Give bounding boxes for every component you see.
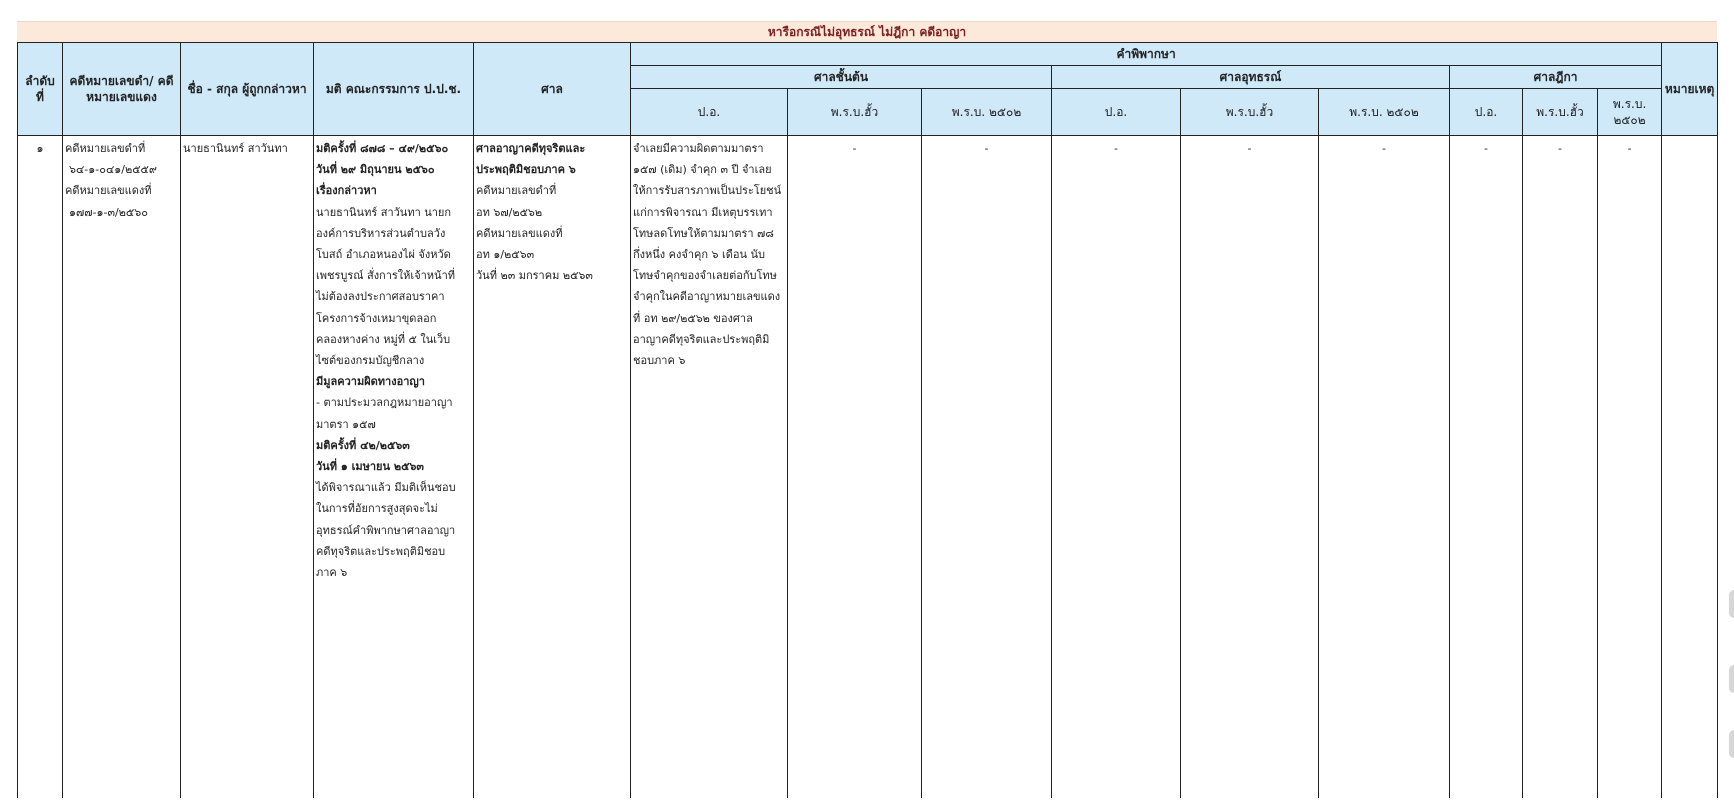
resolution-line: ได้พิจารณาแล้ว มีมติเห็นชอบ [316,481,456,495]
resolution-line: มติครั้งที่ ๘๗๘ – ๔๙/๒๕๖๐ [316,142,449,155]
cell-first-prb-2502: - [922,136,1052,799]
header-court: ศาล [474,43,631,136]
cell-appeal-po: - [1052,136,1181,799]
header-first-po: ป.อ. [631,89,788,136]
judgment-line: จำเลยมีความผิดตามมาตรา [633,142,764,155]
resolution-line: วันที่ ๑ เมษายน ๒๕๖๓ [316,460,424,474]
judgment-line: กึ่งหนึ่ง คงจำคุก ๖ เดือน นับ [633,248,766,262]
case-line: คดีหมายเลขดำที่ [65,142,146,155]
judgment-line: โทษจำคุกของจำเลยต่อกับโทษ [633,269,777,283]
court-line: คดีหมายเลขดำที่ [476,184,557,198]
header-appeal-po: ป.อ. [1052,89,1181,136]
cell-order: ๑ [18,136,63,799]
judgment-line: ชอบภาค ๖ [633,354,686,368]
resolution-line: นายธานินทร์ สาวันทา นายก [316,205,452,219]
court-line: วันที่ ๒๓ มกราคม ๒๕๖๓ [476,269,593,283]
case-line: คดีหมายเลขแดงที่ [65,184,152,198]
header-appeal-court: ศาลอุทธรณ์ [1052,66,1450,89]
resolution-line: โบสถ์ อำเภอหนองไผ่ จังหวัด [316,248,451,262]
scroll-edge-marker [1729,590,1734,618]
header-first-instance-court: ศาลชั้นต้น [631,66,1052,89]
resolution-line: องค์การบริหารส่วนตำบลวัง [316,226,446,240]
court-line: ประพฤติมิชอบภาค ๖ [476,163,576,177]
resolution-line: - ตามประมวลกฎหมายอาญา [316,396,453,410]
cell-first-prb-bid: - [788,136,922,799]
cell-appeal-prb-2502: - [1319,136,1450,799]
header-nacc-resolution: มติ คณะกรรมการ ป.ป.ช. [314,43,474,136]
header-judgment: คำพิพากษา [631,43,1662,66]
judgment-line: ที่ อท ๒๙/๒๕๖๒ ของศาล [633,311,753,325]
court-line: อท ๖๗/๒๕๖๒ [476,205,543,219]
resolution-line: อุทธรณ์คำพิพากษาศาลอาญา [316,523,456,537]
cell-appeal-prb-bid: - [1181,136,1319,799]
scroll-edge-marker [1729,730,1734,758]
sheet-title-banner: หารือกรณีไม่อุทธรณ์ ไม่ฎีกา คดีอาญา [17,21,1717,42]
resolution-line: มติครั้งที่ ๔๒/๒๕๖๓ [316,438,410,452]
resolution-line: เรื่องกล่าวหา [316,184,377,198]
resolution-line: ภาค ๖ [316,566,348,580]
header-order: ลำดับ ที่ [18,43,63,136]
cell-case-number [63,136,181,799]
judgment-line: แก่การพิจารณา มีเหตุบรรเทา [633,205,773,219]
resolution-line: ไซต์ของกรมบัญชีกลาง [316,354,425,368]
case-line: ๖๔-๑-๐๔๑/๒๕๕๙ [69,163,157,177]
resolution-line: เพชรบูรณ์ สั่งการให้เจ้าหน้าที่ [316,269,456,283]
judgment-line: โทษลดโทษให้ตามมาตรา ๗๘ [633,226,774,240]
resolution-line: มีมูลความผิดทางอาญา [316,375,425,389]
judgment-line: อาญาคดีทุจริตและประพฤติมิ [633,332,770,346]
header-supreme-prb-bid: พ.ร.บ.ฮั้ว [1523,89,1598,136]
resolution-line: คดีทุจริตและประพฤติมิชอบ [316,544,446,558]
court-line: อท ๑/๒๕๖๓ [476,248,535,262]
cell-nacc-resolution [314,136,474,799]
cell-supreme-po: - [1450,136,1523,799]
header-remark: หมายเหตุ [1662,43,1718,136]
case-line: ๑๗๗-๑-๓/๒๕๖๐ [69,205,148,219]
table-row [18,136,1718,799]
header-first-prb-2502: พ.ร.บ. ๒๕๐๒ [922,89,1052,136]
resolution-line: โครงการจ้างเหมาขุดลอก [316,311,437,325]
resolution-line: มาตรา ๑๕๗ [316,417,376,431]
resolution-line: คลองหางค่าง หมู่ที่ ๕ ในเว็บ [316,332,451,346]
cell-first-court-po [631,136,788,799]
header-supreme-po: ป.อ. [1450,89,1523,136]
header-appeal-prb-bid: พ.ร.บ.ฮั้ว [1181,89,1319,136]
judgment-line: ให้การรับสารภาพเป็นประโยชน์ [633,184,782,198]
resolution-line: ในการที่อัยการสูงสุดจะไม่ [316,502,438,516]
header-supreme-prb-2502: พ.ร.บ. ๒๕๐๒ [1598,89,1662,136]
header-case-number: คดีหมายเลขดำ/ คดีหมายเลขแดง [63,43,181,136]
resolution-line: ไม่ต้องลงประกาศสอบราคา [316,290,445,304]
cell-court [474,136,631,799]
report-sheet [17,21,1717,798]
court-line: คดีหมายเลขแดงที่ [476,226,563,240]
court-line: ศาลอาญาคดีทุจริตและ [476,142,586,155]
cell-supreme-prb-bid: - [1523,136,1598,799]
header-supreme-court: ศาลฎีกา [1450,66,1662,89]
judgment-line: ๑๕๗ (เดิม) จำคุก ๓ ปี จำเลย [633,163,772,177]
cell-remark [1662,136,1718,799]
header-appeal-prb-2502: พ.ร.บ. ๒๕๐๒ [1319,89,1450,136]
resolution-line: วันที่ ๒๙ มิถุนายน ๒๕๖๐ [316,163,435,177]
scroll-edge-marker [1729,665,1734,693]
case-table [17,42,1718,798]
header-first-prb-bid: พ.ร.บ.ฮั้ว [788,89,922,136]
judgment-line: จำคุกในคดีอาญาหมายเลขแดง [633,290,781,304]
header-accused-name: ชื่อ - สกุล ผู้ถูกกล่าวหา [181,43,314,136]
cell-accused-name: นายธานินทร์ สาวันทา [181,136,314,799]
cell-supreme-prb-2502: - [1598,136,1662,799]
